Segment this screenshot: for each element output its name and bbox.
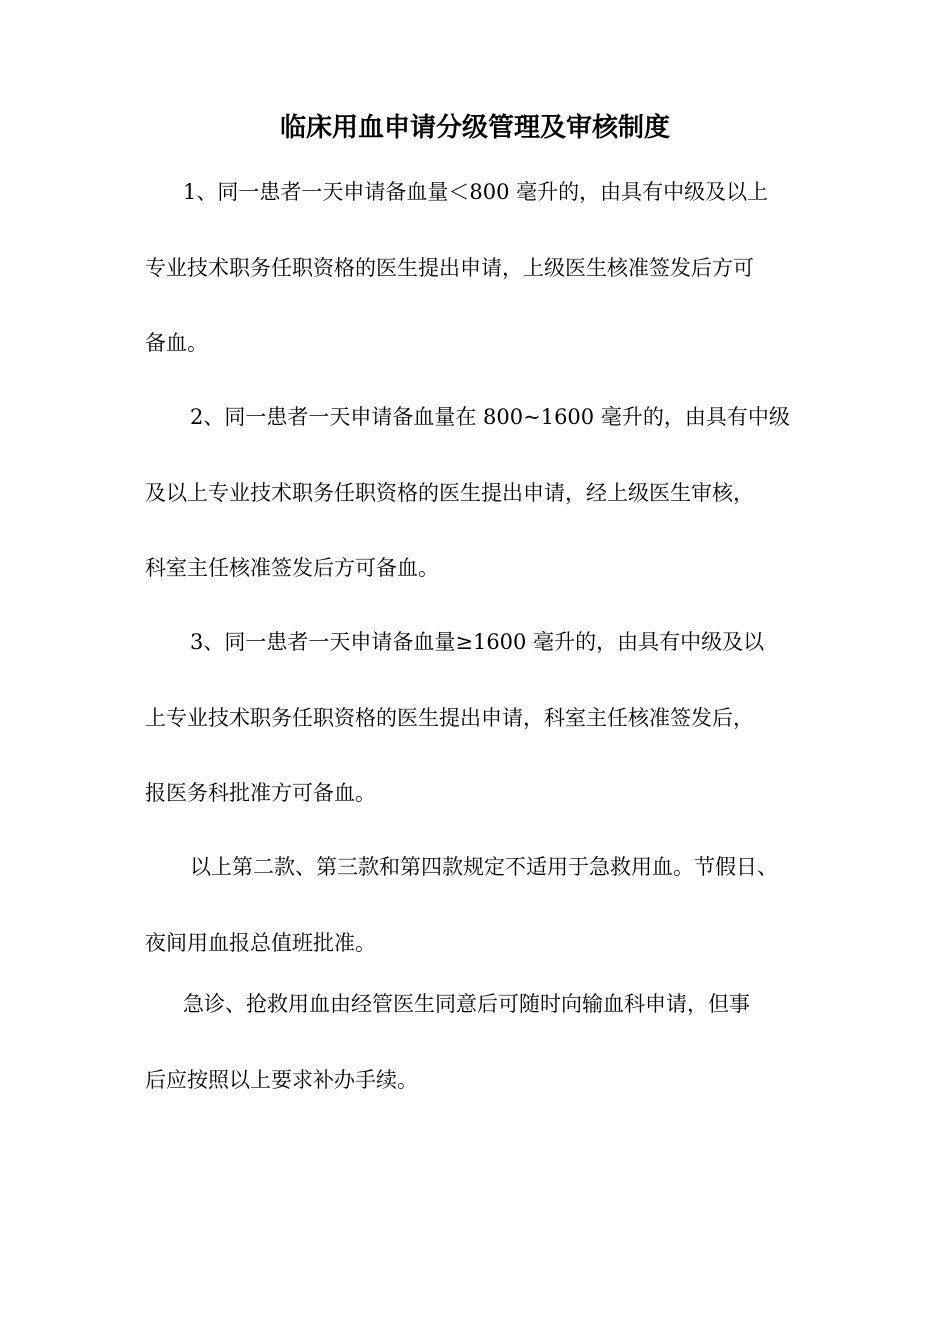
paragraph-3-line-2: 上专业技术职务任职资格的医生提出申请，科室主任核准签发后， [145,706,754,730]
paragraph-1-line-1: 1、同一患者一天申请备血量＜800 毫升的，由具有中级及以上 [183,180,769,204]
paragraph-3-line-3: 报医务科批准方可备血。 [145,781,376,805]
document-title: 临床用血申请分级管理及审核制度 [279,113,670,143]
paragraph-2-line-3: 科室主任核准签发后方可备血。 [145,556,439,580]
paragraph-2-line-1: 2、同一患者一天申请备血量在 800~1600 毫升的，由具有中级 [190,405,790,429]
paragraph-4-line-1: 以上第二款、第三款和第四款规定不适用于急救用血。节假日、 [190,855,778,879]
paragraph-1-line-2: 专业技术职务任职资格的医生提出申请，上级医生核准签发后方可 [145,256,754,280]
paragraph-5-line-1: 急诊、抢救用血由经管医生同意后可随时向输血科申请，但事 [183,992,750,1016]
paragraph-2-line-2: 及以上专业技术职务任职资格的医生提出申请，经上级医生审核， [145,481,754,505]
paragraph-3-line-1: 3、同一患者一天申请备血量≥1600 毫升的，由具有中级及以 [190,630,765,654]
paragraph-4-line-2: 夜间用血报总值班批准。 [145,931,376,955]
paragraph-5-line-2: 后应按照以上要求补办手续。 [145,1068,418,1092]
paragraph-1-line-3: 备血。 [145,331,208,355]
